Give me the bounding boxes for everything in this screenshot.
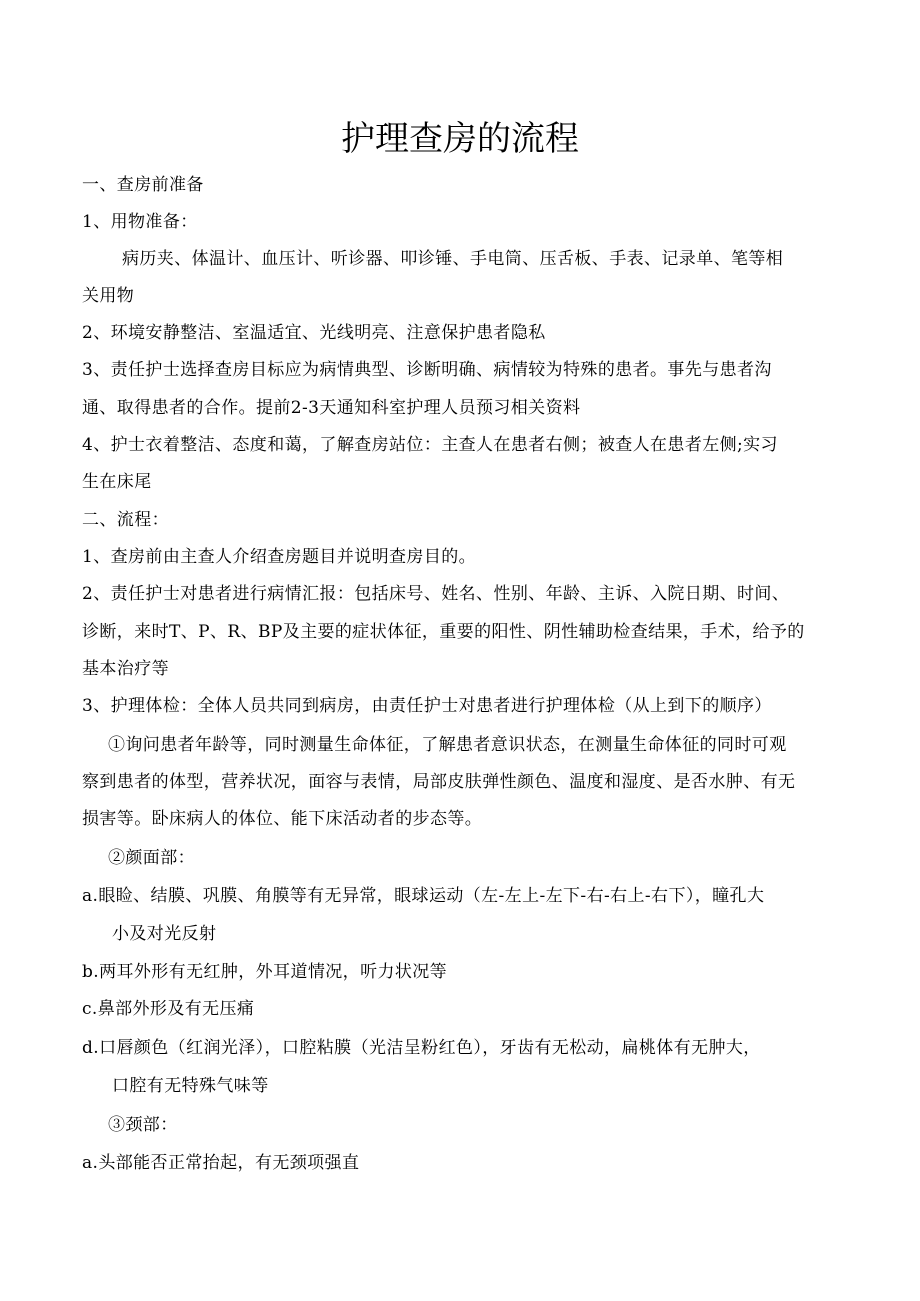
list-item-continuation: 小及对光反射	[112, 924, 217, 944]
paragraph-line: 生在床尾	[82, 472, 152, 492]
paragraph-line: 2、责任护士对患者进行病情汇报：包括床号、姓名、性别、年龄、主诉、入院日期、时间、	[82, 584, 790, 604]
paragraph-line: 2、环境安静整洁、室温适宜、光线明亮、注意保护患者隐私	[82, 323, 546, 343]
paragraph-line: 察到患者的体型，营养状况，面容与表情，局部皮肤弹性颜色、温度和湿度、是否水肿、有无	[82, 772, 796, 792]
paragraph-line: 3、护理体检：全体人员共同到病房，由责任护士对患者进行护理体检（从上到下的顺序）	[82, 696, 772, 716]
subheading: ③颈部：	[108, 1115, 178, 1135]
paragraph-line: 损害等。卧床病人的体位、能下床活动者的步态等。	[82, 809, 483, 829]
subheading: 1、用物准备：	[82, 212, 198, 232]
section-heading: 二、流程：	[82, 510, 169, 530]
paragraph-line: 关用物	[82, 286, 135, 306]
paragraph-line: 1、查房前由主查人介绍查房题目并说明查房目的。	[82, 547, 477, 567]
list-item: a.头部能否正常抬起，有无颈项强直	[82, 1153, 360, 1173]
paragraph-line: 病历夹、体温计、血压计、听诊器、叩诊锤、手电筒、压舌板、手表、记录单、笔等相	[122, 249, 784, 269]
paragraph-line: 4、护士衣着整洁、态度和蔼，了解查房站位：主查人在患者右侧；被查人在患者左侧;实习	[82, 435, 778, 455]
section-heading: 一、查房前准备	[82, 175, 204, 195]
paragraph-line: 3、责任护士选择查房目标应为病情典型、诊断明确、病情较为特殊的患者。事先与患者沟	[82, 360, 772, 380]
document-title: 护理查房的流程	[341, 119, 579, 159]
paragraph-line: 诊断，来时T、P、R、BP及主要的症状体征，重要的阳性、阴性辅助检查结果，手术，给予的	[82, 622, 805, 642]
list-item: b.两耳外形有无红肿，外耳道情况，听力状况等	[82, 962, 448, 982]
list-item: d.口唇颜色（红润光泽），口腔粘膜（光洁呈粉红色），牙齿有无松动，扁桃体有无肿大，	[82, 1038, 761, 1058]
paragraph-line: ①询问患者年龄等，同时测量生命体征，了解患者意识状态，在测量生命体征的同时可观	[108, 735, 787, 755]
list-item-continuation: 口腔有无特殊气味等	[112, 1076, 269, 1096]
list-item: a.眼睑、结膜、巩膜、角膜等有无异常，眼球运动（左-左上-左下-右-右上-右下），瞳孔大	[82, 886, 765, 906]
paragraph-line: 通、取得患者的合作。提前2-3天通知科室护理人员预习相关资料	[82, 398, 581, 418]
paragraph-line: 基本治疗等	[82, 659, 169, 679]
subheading: ②颜面部：	[108, 848, 195, 868]
list-item: c.鼻部外形及有无压痛	[82, 999, 255, 1019]
